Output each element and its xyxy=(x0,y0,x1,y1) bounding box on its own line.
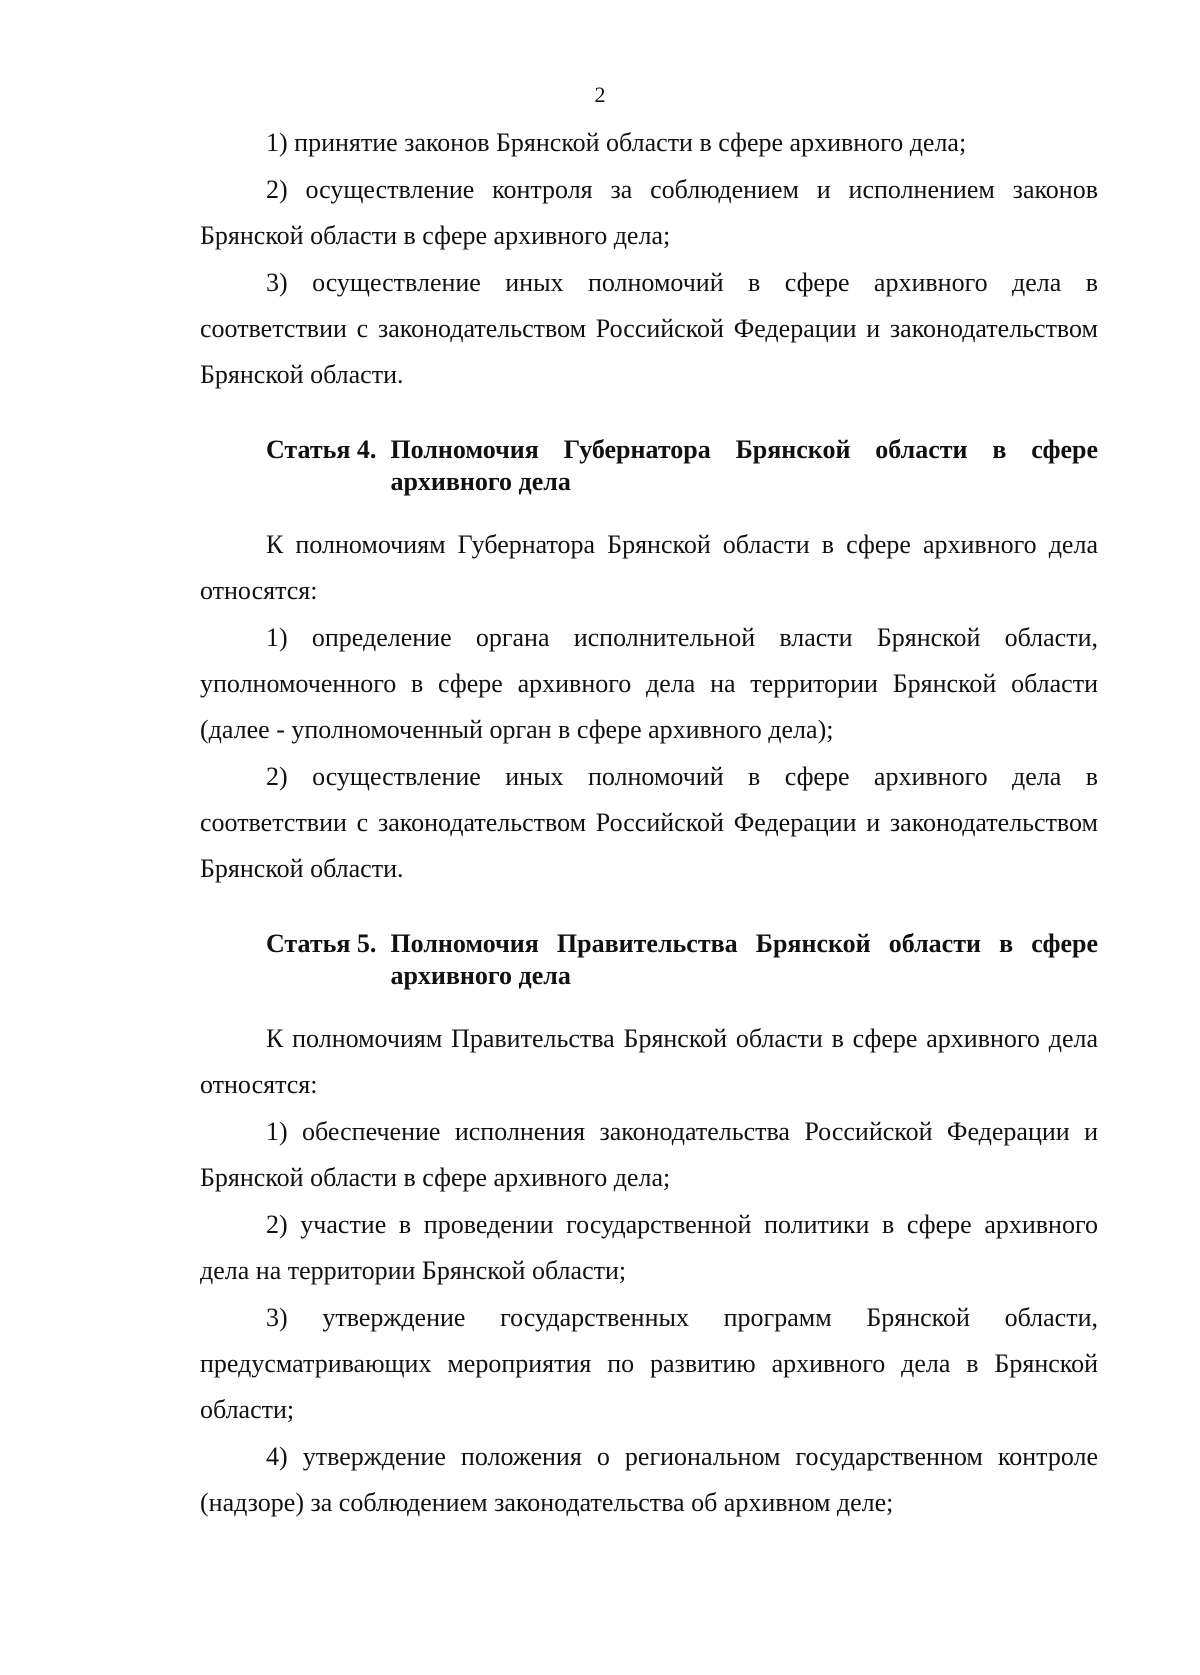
article4-intro: К полномочиям Губернатора Брянской области в сфере архивного дела относятся: xyxy=(200,530,1098,605)
article5-item-2: 2) участие в проведении государственной политики в сфере архивного дела на территории Брянской области; xyxy=(200,1210,1098,1285)
article5-item-4: 4) утверждение положения о региональном государственном контроле (надзоре) за соблюдением законодательства об архивном деле; xyxy=(200,1442,1098,1517)
section3-item-2: 2) осуществление контроля за соблюдением и исполнением законов Брянской области в сфере архивного дела; xyxy=(200,175,1098,250)
article4-title: Полномочия Губернатора Брянской области в сфере архивного дела xyxy=(390,435,1098,496)
article5-number: Статья 5. xyxy=(266,929,377,958)
page-number: 2 xyxy=(594,82,606,107)
article5-title: Полномочия Правительства Брянской области в сфере архивного дела xyxy=(390,929,1098,990)
article4-item-1: 1) определение органа исполнительной власти Брянской области, уполномоченного в сфере архивного дела на территории Брянской области (далее - уполномоченный орган в сфере архивного дела); xyxy=(200,623,1098,744)
article5-heading xyxy=(200,928,1098,992)
article4-heading xyxy=(200,434,1098,498)
article5-item-3: 3) утверждение государственных программ Брянской области, предусматривающих мероприятия по развитию архивного дела в Брянской области; xyxy=(200,1303,1098,1424)
article4-number: Статья 4. xyxy=(266,435,377,464)
article5-intro: К полномочиям Правительства Брянской области в сфере архивного дела относятся: xyxy=(200,1024,1098,1099)
section3-item-3: 3) осуществление иных полномочий в сфере архивного дела в соответствии с законодательством Российской Федерации и законодательством Брянской области. xyxy=(200,268,1098,389)
article4-item-2: 2) осуществление иных полномочий в сфере архивного дела в соответствии с законодательством Российской Федерации и законодательством Брянской области. xyxy=(200,762,1098,883)
document-body xyxy=(200,120,1098,1527)
article5-item-1: 1) обеспечение исполнения законодательства Российской Федерации и Брянской области в сфере архивного дела; xyxy=(200,1117,1098,1192)
section3-item-1: 1) принятие законов Брянской области в сфере архивного дела; xyxy=(266,128,967,157)
